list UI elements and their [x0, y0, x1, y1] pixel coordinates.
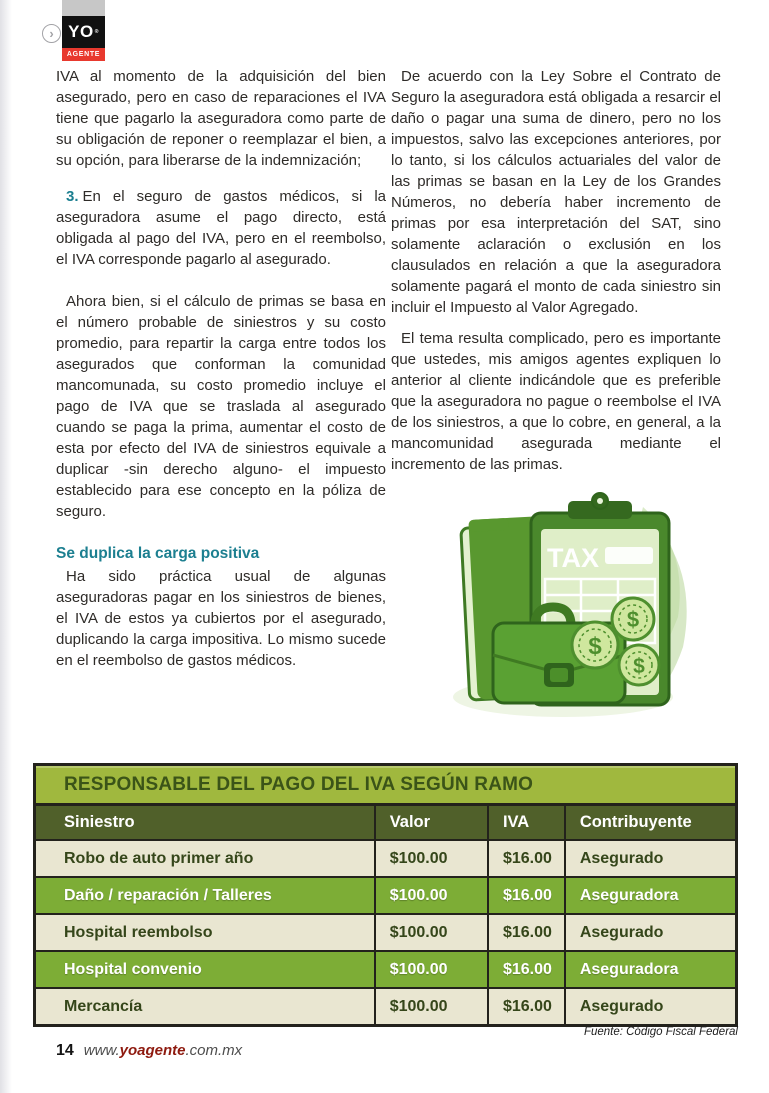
column-header-valor: Valor	[376, 806, 489, 839]
table-cell-siniestro: Robo de auto primer año	[36, 841, 376, 876]
left-paragraph-2: 3. En el seguro de gastos médicos, si la aseguradora asume el pago directo, está obligada al pago del IVA, pero en el reembolso, el IVA corresponde pagarlo al asegurado.	[56, 188, 386, 268]
table-cell-valor: $100.00	[376, 952, 489, 987]
table-cell-siniestro: Mercancía	[36, 989, 376, 1024]
tax-label: TAX	[547, 543, 599, 573]
yoagente-logo	[62, 0, 105, 61]
svg-text:$: $	[633, 655, 645, 678]
table-cell-valor: $100.00	[376, 915, 489, 950]
table-cell-contribuyente: Asegurado	[579, 923, 664, 941]
table-cell-contribuyente: Aseguradora	[579, 886, 679, 904]
table-cell-contribuyente: Aseguradora	[579, 960, 679, 978]
page-number: 14	[56, 1042, 74, 1059]
left-paragraph-4: Ha sido práctica usual de algunas aseguradoras pagar en los siniestros de bienes, el IVA de estos ya cubiertos por el asegurado, duplicando la carga impositiva. Lo mismo sucede en el reembolso de gastos médicos.	[56, 568, 386, 669]
table-cell-valor: $100.00	[376, 989, 489, 1024]
right-paragraph-1: De acuerdo con la Ley Sobre el Contrato de Seguro la aseguradora está obligada a resarcir el daño o pagar una suma de dinero, pero no los impuestos, salvo las excepciones anteriores, por lo tanto, si los cálculos actuariales del valor de las primas se basan en la Ley de los Grandes Números, no debería haber incremento de primas por esa interpretación del SAT, sino solamente aclaración o exclusión en los clausulados en relación a que la aseguradora solamente pagará el monto de cada siniestro sin incluir el Impuesto al Valor Agregado.	[391, 68, 721, 316]
page-edge-shadow	[0, 0, 12, 1093]
table-row	[36, 915, 735, 952]
table-cell-iva: $16.00	[489, 841, 566, 876]
column-header-contribuyente: Contribuyente	[579, 813, 692, 831]
table-header-row	[36, 806, 735, 841]
table-cell-iva: $16.00	[489, 989, 566, 1024]
table-row	[36, 878, 735, 915]
table-title: RESPONSABLE DEL PAGO DEL IVA SEGÚN RAMO	[36, 766, 735, 806]
table-cell-iva: $16.00	[489, 915, 566, 950]
list-number-3: 3.	[66, 188, 79, 205]
table-cell-valor: $100.00	[376, 878, 489, 913]
table-cell-iva: $16.00	[489, 878, 566, 913]
iva-table-body	[36, 841, 735, 1024]
column-header-siniestro: Siniestro	[36, 806, 376, 839]
column-header-iva: IVA	[489, 806, 566, 839]
table-row	[36, 952, 735, 989]
page-footer	[56, 1042, 242, 1060]
iva-responsibility-table	[33, 763, 738, 1027]
left-column	[56, 66, 386, 686]
table-cell-contribuyente: Asegurado	[579, 849, 664, 867]
right-paragraph-2: El tema resulta complicado, pero es importante que ustedes, mis amigos agentes expliquen lo anterior al cliente indicándole que es preferible que la aseguradora no pague o reembolse el IVA de los siniestros, a que lo cobre, en general, a la mancomunidad asegurada mediante el incremento de las primas.	[391, 330, 721, 473]
chevron-circle-icon: ›	[42, 24, 61, 43]
section-heading: Se duplica la carga positiva	[56, 545, 260, 562]
right-column	[391, 66, 721, 490]
svg-text:$: $	[588, 633, 602, 660]
left-paragraph-3: Ahora bien, si el cálculo de primas se basa en el número probable de siniestros y su costo promedio, para repartir la carga entre todos los asegurados que conforman la comunidad mancomunada, su costo promedio incluye el pago de IVA que se traslada al asegurado cuando se paga la prima, aumentar el costo de esta por efecto del IVA de siniestros equivale a duplicar -sin derecho alguno- el impuesto establecido para ese concepto en la póliza de seguro.	[56, 293, 386, 520]
svg-text:$: $	[626, 607, 640, 632]
logo-gray-tab	[62, 0, 105, 16]
table-cell-valor: $100.00	[376, 841, 489, 876]
table-cell-siniestro: Daño / reparación / Talleres	[36, 878, 376, 913]
website-brand: yoagente	[119, 1042, 186, 1059]
left-paragraph-1: IVA al momento de la adquisición del bien asegurado, pero en caso de reparaciones el IVA tiene que pagarlo la aseguradora como parte de su obligación de reponer o reemplazar el bien, a su opción, para liberarse de la indemnización;	[56, 68, 386, 169]
table-source-note: Fuente: Código Fiscal Federal	[583, 1026, 738, 1038]
logo-yo-text: YO ®	[62, 16, 105, 48]
tax-illustration	[443, 487, 695, 723]
table-row	[36, 841, 735, 878]
registered-mark: ®	[94, 29, 99, 35]
table-cell-siniestro: Hospital convenio	[36, 952, 376, 987]
website-url: www.yoagente.com.mx	[83, 1042, 243, 1059]
table-cell-iva: $16.00	[489, 952, 566, 987]
table-cell-contribuyente: Asegurado	[579, 997, 664, 1015]
table-cell-siniestro: Hospital reembolso	[36, 915, 376, 950]
table-row	[36, 989, 735, 1024]
logo-agente-text: AGENTE	[62, 48, 105, 61]
